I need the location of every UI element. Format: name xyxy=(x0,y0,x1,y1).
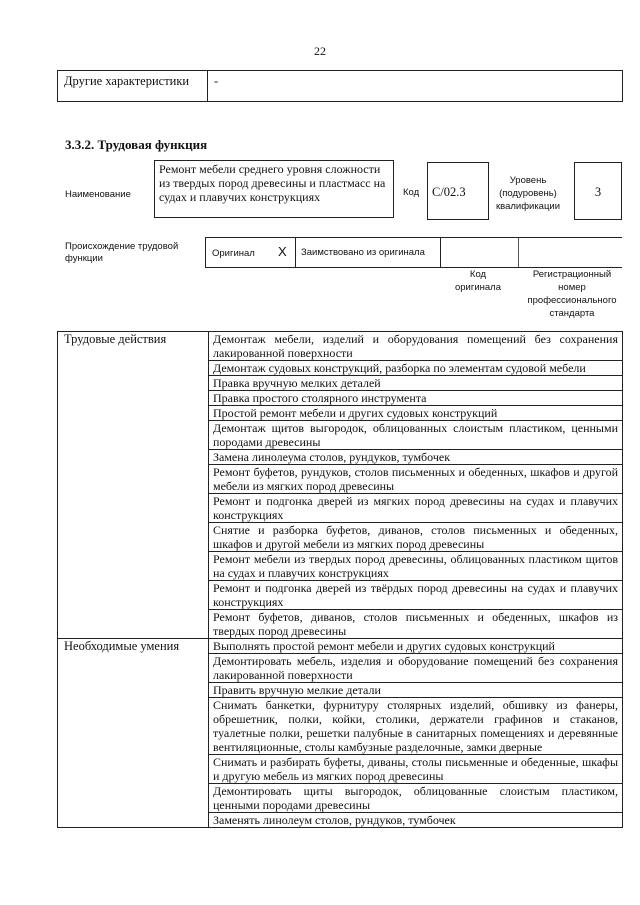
original-label: Оригинал xyxy=(212,248,255,259)
labor-action-item: Демонтаж мебели, изделий и оборудования помещений без сохранения лакированной поверхности xyxy=(209,332,623,361)
skill-item: Править вручную мелкие детали xyxy=(209,683,623,698)
labor-action-item: Замена линолеума столов, рундуков, тумбочек xyxy=(209,450,623,465)
origin-table xyxy=(205,237,622,268)
level-label: Уровень (подуровень) квалификации xyxy=(495,175,561,212)
skill-item: Заменять линолеум столов, рундуков, тумбочек xyxy=(209,813,623,828)
labor-action-item: Ремонт и подгонка дверей из мягких пород древесины на судах и плавучих конструкциях xyxy=(209,494,623,523)
origin-borrowed-cell xyxy=(296,238,441,267)
table-row xyxy=(58,332,623,361)
code-original-caption: Код оригинала xyxy=(454,269,501,293)
origin-reg-cell xyxy=(519,238,622,267)
labor-action-item: Ремонт буфетов, рундуков, столов письменных и обеденных, шкафов и другой мебели из мягких пород древесины xyxy=(209,465,623,494)
function-name-value: Ремонт мебели среднего уровня сложности из твердых пород древесины и пластмасс на судах и плавучих конструкциях xyxy=(154,160,394,218)
labor-action-item: Ремонт мебели из твердых пород древесины, облицованных пластиком щитов на судах и плавучих конструкциях xyxy=(209,552,623,581)
labor-action-item: Демонтаж щитов выгородок, облицованных слоистым пластиком, ценными породами древесины xyxy=(209,421,623,450)
labor-action-item: Демонтаж судовых конструкций, разборка по элементам судовой мебели xyxy=(209,361,623,376)
table-row xyxy=(58,639,623,654)
labor-action-item: Правка простого столярного инструмента xyxy=(209,391,623,406)
code-value: С/02.3 xyxy=(427,162,489,220)
required-skills-category: Необходимые умения xyxy=(58,639,209,828)
labor-action-item: Простой ремонт мебели и других судовых конструкций xyxy=(209,406,623,421)
skill-item: Снимать и разбирать буфеты, диваны, столы письменные и обеденные, шкафы и другую мебель из мягких пород древесины xyxy=(209,755,623,784)
labor-action-item: Ремонт и подгонка дверей из твёрдых пород древесины на судах и плавучих конструкциях xyxy=(209,581,623,610)
origin-code-cell xyxy=(441,238,519,267)
labor-action-item: Правка вручную мелких деталей xyxy=(209,376,623,391)
borrowed-label: Заимствовано из оригинала xyxy=(301,247,425,258)
labor-actions-category: Трудовые действия xyxy=(58,332,209,639)
level-value: 3 xyxy=(574,162,622,220)
skill-item: Снимать банкетки, фурнитуру столярных изделий, обшивку из фанеры, обрешетник, полки, койки, столики, держатели графинов и стаканов, туалетные полки, решетки палубные в санитарных помещениях и деревянные вентиляционные, столы камбузные разделочные, замки дверные xyxy=(209,698,623,755)
skill-item: Выполнять простой ремонт мебели и других судовых конструкций xyxy=(209,639,623,654)
original-mark: X xyxy=(278,244,287,259)
section-title: 3.3.2. Трудовая функция xyxy=(65,137,208,152)
page-number: 22 xyxy=(314,44,326,58)
reg-number-caption: Регистрационный номер профессионального стандарта xyxy=(527,269,617,319)
name-label: Наименование xyxy=(65,189,131,200)
origin-label: Происхождение трудовой функции xyxy=(65,241,179,264)
labor-action-item: Снятие и разборка буфетов, диванов, столов письменных и обеденных, шкафов и другой мебели из мягких пород древесины xyxy=(209,523,623,552)
other-characteristics-label: Другие характеристики xyxy=(58,71,208,101)
labor-function-table xyxy=(57,331,623,828)
origin-original-cell xyxy=(206,238,296,267)
other-characteristics-value: - xyxy=(214,74,219,88)
other-characteristics-table xyxy=(57,70,623,102)
code-label: Код xyxy=(403,187,420,198)
labor-action-item: Ремонт буфетов, диванов, столов письменных и обеденных, шкафов из твердых пород древесины xyxy=(209,610,623,639)
skill-item: Демонтировать мебель, изделия и оборудование помещений без сохранения лакированной поверхности xyxy=(209,654,623,683)
skill-item: Демонтировать щиты выгородок, облицованные слоистым пластиком, ценными породами древесины xyxy=(209,784,623,813)
